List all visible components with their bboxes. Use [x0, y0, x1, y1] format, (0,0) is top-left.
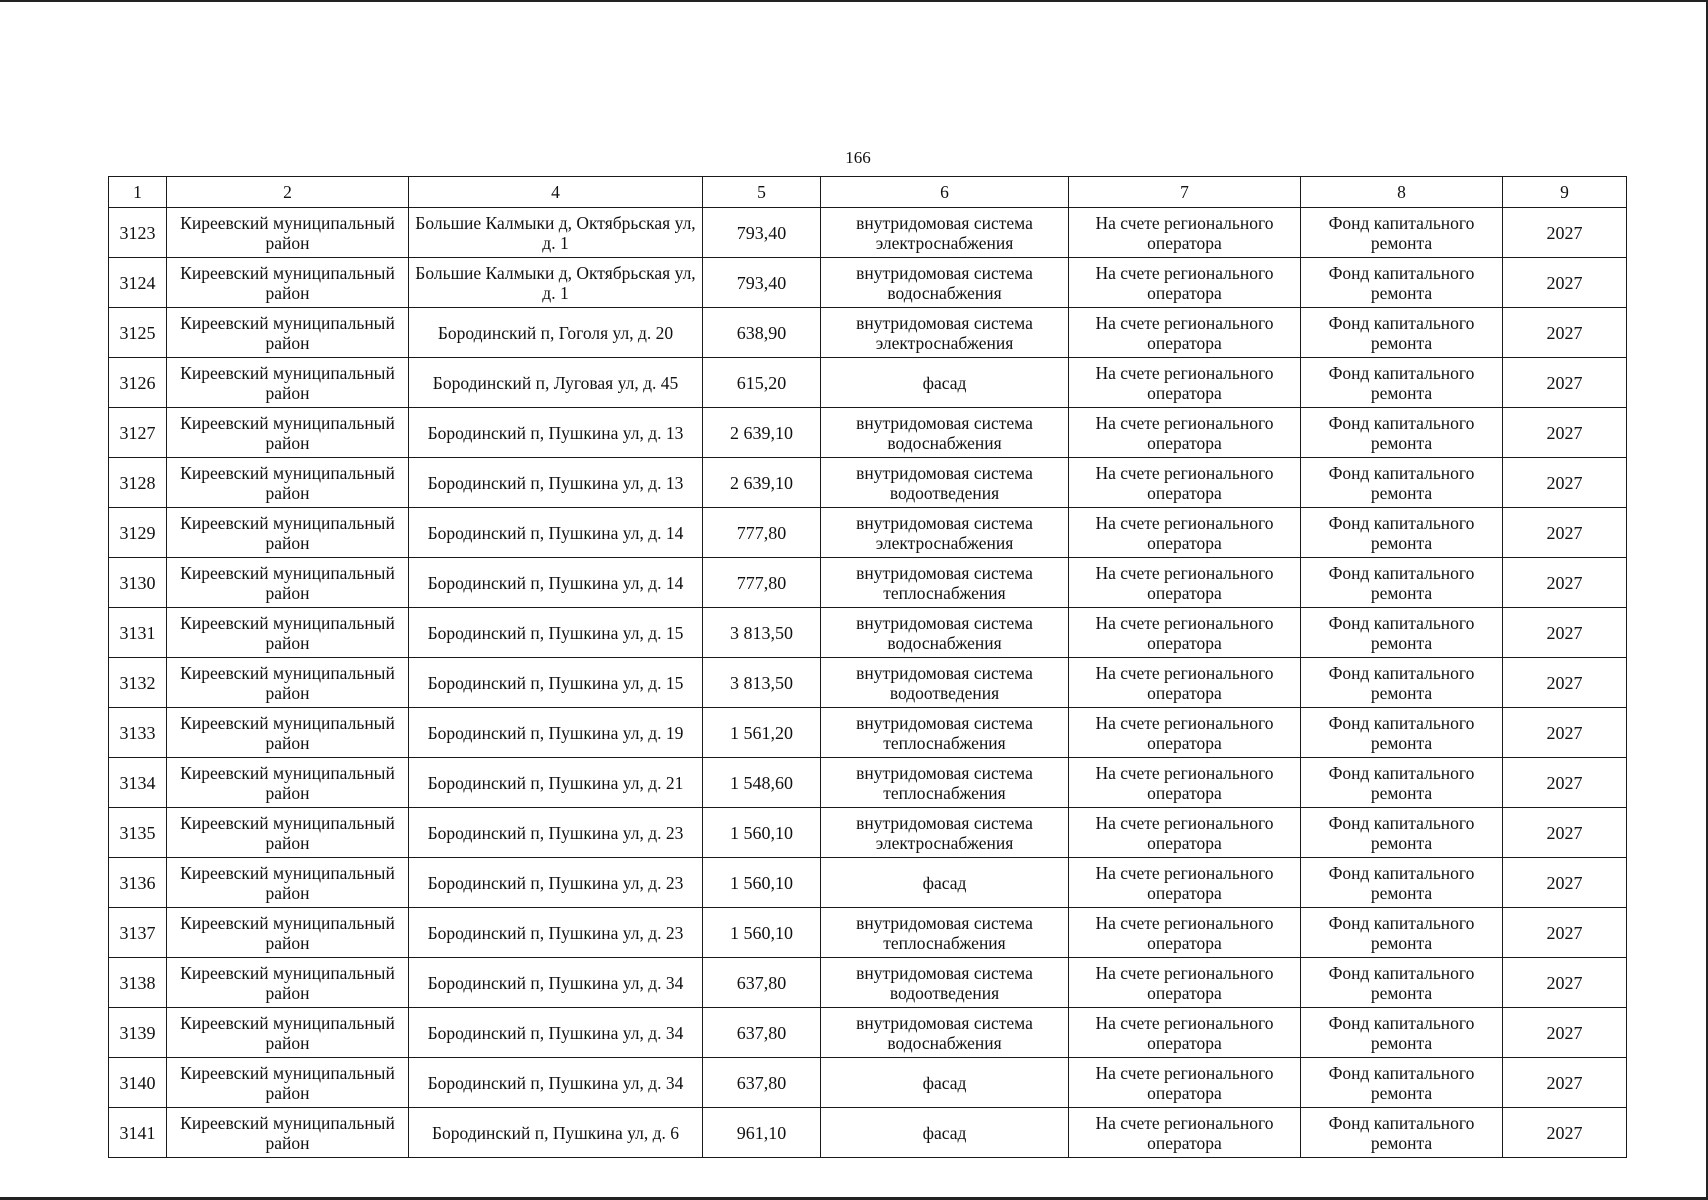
address-cell: Большие Калмыки д, Октябрьская ул, д. 1 — [409, 258, 703, 308]
year-cell: 2027 — [1503, 658, 1627, 708]
area-cell: 1 560,10 — [703, 808, 821, 858]
table-row — [109, 358, 1627, 408]
year-cell: 2027 — [1503, 358, 1627, 408]
area-cell: 615,20 — [703, 358, 821, 408]
address-cell: Бородинский п, Пушкина ул, д. 19 — [409, 708, 703, 758]
area-cell: 961,10 — [703, 1108, 821, 1158]
row-number-cell: 3127 — [109, 408, 167, 458]
table-row — [109, 858, 1627, 908]
year-cell: 2027 — [1503, 758, 1627, 808]
account-cell: На счете регионального оператора — [1069, 308, 1301, 358]
district-cell: Киреевский муниципальный район — [167, 758, 409, 808]
table-row — [109, 208, 1627, 258]
column-header: 8 — [1301, 177, 1503, 208]
table-row — [109, 808, 1627, 858]
address-cell: Бородинский п, Пушкина ул, д. 21 — [409, 758, 703, 808]
year-cell: 2027 — [1503, 908, 1627, 958]
table-row — [109, 608, 1627, 658]
row-number-cell: 3129 — [109, 508, 167, 558]
page-border-top — [0, 0, 1708, 2]
district-cell: Киреевский муниципальный район — [167, 358, 409, 408]
row-number-cell: 3131 — [109, 608, 167, 658]
district-cell: Киреевский муниципальный район — [167, 308, 409, 358]
row-number-cell: 3128 — [109, 458, 167, 508]
district-cell: Киреевский муниципальный район — [167, 408, 409, 458]
area-cell: 1 561,20 — [703, 708, 821, 758]
work-type-cell: внутридомовая система теплоснабжения — [821, 708, 1069, 758]
work-type-cell: внутридомовая система электроснабжения — [821, 508, 1069, 558]
area-cell: 3 813,50 — [703, 658, 821, 708]
funding-source-cell: Фонд капитального ремонта — [1301, 258, 1503, 308]
row-number-cell: 3126 — [109, 358, 167, 408]
year-cell: 2027 — [1503, 958, 1627, 1008]
area-cell: 793,40 — [703, 258, 821, 308]
area-cell: 793,40 — [703, 208, 821, 258]
row-number-cell: 3141 — [109, 1108, 167, 1158]
funding-source-cell: Фонд капитального ремонта — [1301, 558, 1503, 608]
account-cell: На счете регионального оператора — [1069, 658, 1301, 708]
registry-table — [108, 176, 1627, 1158]
year-cell: 2027 — [1503, 808, 1627, 858]
area-cell: 638,90 — [703, 308, 821, 358]
year-cell: 2027 — [1503, 208, 1627, 258]
district-cell: Киреевский муниципальный район — [167, 858, 409, 908]
funding-source-cell: Фонд капитального ремонта — [1301, 358, 1503, 408]
account-cell: На счете регионального оператора — [1069, 508, 1301, 558]
column-header: 2 — [167, 177, 409, 208]
district-cell: Киреевский муниципальный район — [167, 458, 409, 508]
work-type-cell: внутридомовая система водоотведения — [821, 958, 1069, 1008]
area-cell: 637,80 — [703, 1058, 821, 1108]
area-cell: 1 548,60 — [703, 758, 821, 808]
work-type-cell: внутридомовая система водоотведения — [821, 458, 1069, 508]
funding-source-cell: Фонд капитального ремонта — [1301, 208, 1503, 258]
row-number-cell: 3132 — [109, 658, 167, 708]
account-cell: На счете регионального оператора — [1069, 758, 1301, 808]
work-type-cell: внутридомовая система теплоснабжения — [821, 758, 1069, 808]
district-cell: Киреевский муниципальный район — [167, 558, 409, 608]
table-row — [109, 1058, 1627, 1108]
year-cell: 2027 — [1503, 1108, 1627, 1158]
funding-source-cell: Фонд капитального ремонта — [1301, 758, 1503, 808]
address-cell: Бородинский п, Пушкина ул, д. 6 — [409, 1108, 703, 1158]
work-type-cell: внутридомовая система водоснабжения — [821, 1008, 1069, 1058]
address-cell: Большие Калмыки д, Октябрьская ул, д. 1 — [409, 208, 703, 258]
district-cell: Киреевский муниципальный район — [167, 658, 409, 708]
district-cell: Киреевский муниципальный район — [167, 1108, 409, 1158]
funding-source-cell: Фонд капитального ремонта — [1301, 458, 1503, 508]
area-cell: 637,80 — [703, 1008, 821, 1058]
work-type-cell: фасад — [821, 1108, 1069, 1158]
row-number-cell: 3133 — [109, 708, 167, 758]
account-cell: На счете регионального оператора — [1069, 258, 1301, 308]
work-type-cell: внутридомовая система водоснабжения — [821, 258, 1069, 308]
year-cell: 2027 — [1503, 858, 1627, 908]
row-number-cell: 3137 — [109, 908, 167, 958]
table-row — [109, 1008, 1627, 1058]
account-cell: На счете регионального оператора — [1069, 1058, 1301, 1108]
funding-source-cell: Фонд капитального ремонта — [1301, 608, 1503, 658]
work-type-cell: внутридомовая система электроснабжения — [821, 308, 1069, 358]
table-row — [109, 508, 1627, 558]
table-row — [109, 258, 1627, 308]
table-row — [109, 658, 1627, 708]
work-type-cell: внутридомовая система электроснабжения — [821, 208, 1069, 258]
funding-source-cell: Фонд капитального ремонта — [1301, 1108, 1503, 1158]
column-header: 4 — [409, 177, 703, 208]
address-cell: Бородинский п, Пушкина ул, д. 23 — [409, 908, 703, 958]
year-cell: 2027 — [1503, 708, 1627, 758]
district-cell: Киреевский муниципальный район — [167, 808, 409, 858]
table-row — [109, 758, 1627, 808]
account-cell: На счете регионального оператора — [1069, 808, 1301, 858]
area-cell: 2 639,10 — [703, 408, 821, 458]
table-row — [109, 958, 1627, 1008]
work-type-cell: внутридомовая система теплоснабжения — [821, 908, 1069, 958]
table-row — [109, 308, 1627, 358]
year-cell: 2027 — [1503, 408, 1627, 458]
district-cell: Киреевский муниципальный район — [167, 958, 409, 1008]
district-cell: Киреевский муниципальный район — [167, 258, 409, 308]
work-type-cell: фасад — [821, 1058, 1069, 1108]
account-cell: На счете регионального оператора — [1069, 1008, 1301, 1058]
account-cell: На счете регионального оператора — [1069, 958, 1301, 1008]
district-cell: Киреевский муниципальный район — [167, 708, 409, 758]
year-cell: 2027 — [1503, 308, 1627, 358]
district-cell: Киреевский муниципальный район — [167, 608, 409, 658]
funding-source-cell: Фонд капитального ремонта — [1301, 308, 1503, 358]
address-cell: Бородинский п, Пушкина ул, д. 34 — [409, 958, 703, 1008]
account-cell: На счете регионального оператора — [1069, 208, 1301, 258]
area-cell: 1 560,10 — [703, 908, 821, 958]
column-header: 5 — [703, 177, 821, 208]
table-row — [109, 708, 1627, 758]
year-cell: 2027 — [1503, 1008, 1627, 1058]
account-cell: На счете регионального оператора — [1069, 608, 1301, 658]
account-cell: На счете регионального оператора — [1069, 458, 1301, 508]
address-cell: Бородинский п, Пушкина ул, д. 23 — [409, 858, 703, 908]
year-cell: 2027 — [1503, 258, 1627, 308]
work-type-cell: фасад — [821, 358, 1069, 408]
district-cell: Киреевский муниципальный район — [167, 1008, 409, 1058]
address-cell: Бородинский п, Пушкина ул, д. 34 — [409, 1008, 703, 1058]
account-cell: На счете регионального оператора — [1069, 908, 1301, 958]
row-number-cell: 3130 — [109, 558, 167, 608]
area-cell: 637,80 — [703, 958, 821, 1008]
address-cell: Бородинский п, Пушкина ул, д. 13 — [409, 408, 703, 458]
area-cell: 777,80 — [703, 508, 821, 558]
funding-source-cell: Фонд капитального ремонта — [1301, 708, 1503, 758]
page-number: 166 — [845, 148, 871, 167]
area-cell: 1 560,10 — [703, 858, 821, 908]
account-cell: На счете регионального оператора — [1069, 858, 1301, 908]
address-cell: Бородинский п, Луговая ул, д. 45 — [409, 358, 703, 408]
account-cell: На счете регионального оператора — [1069, 358, 1301, 408]
row-number-cell: 3123 — [109, 208, 167, 258]
district-cell: Киреевский муниципальный район — [167, 908, 409, 958]
row-number-cell: 3134 — [109, 758, 167, 808]
district-cell: Киреевский муниципальный район — [167, 208, 409, 258]
funding-source-cell: Фонд капитального ремонта — [1301, 1008, 1503, 1058]
account-cell: На счете регионального оператора — [1069, 558, 1301, 608]
column-header: 1 — [109, 177, 167, 208]
table-row — [109, 408, 1627, 458]
address-cell: Бородинский п, Гоголя ул, д. 20 — [409, 308, 703, 358]
funding-source-cell: Фонд капитального ремонта — [1301, 908, 1503, 958]
row-number-cell: 3138 — [109, 958, 167, 1008]
area-cell: 777,80 — [703, 558, 821, 608]
district-cell: Киреевский муниципальный район — [167, 508, 409, 558]
area-cell: 3 813,50 — [703, 608, 821, 658]
address-cell: Бородинский п, Пушкина ул, д. 15 — [409, 658, 703, 708]
year-cell: 2027 — [1503, 508, 1627, 558]
address-cell: Бородинский п, Пушкина ул, д. 15 — [409, 608, 703, 658]
column-header: 7 — [1069, 177, 1301, 208]
funding-source-cell: Фонд капитального ремонта — [1301, 408, 1503, 458]
work-type-cell: внутридомовая система электроснабжения — [821, 808, 1069, 858]
work-type-cell: внутридомовая система водоснабжения — [821, 408, 1069, 458]
year-cell: 2027 — [1503, 1058, 1627, 1108]
account-cell: На счете регионального оператора — [1069, 408, 1301, 458]
table-row — [109, 558, 1627, 608]
table-row — [109, 1108, 1627, 1158]
year-cell: 2027 — [1503, 458, 1627, 508]
address-cell: Бородинский п, Пушкина ул, д. 34 — [409, 1058, 703, 1108]
row-number-cell: 3139 — [109, 1008, 167, 1058]
work-type-cell: внутридомовая система водоотведения — [821, 658, 1069, 708]
address-cell: Бородинский п, Пушкина ул, д. 14 — [409, 558, 703, 608]
row-number-cell: 3124 — [109, 258, 167, 308]
funding-source-cell: Фонд капитального ремонта — [1301, 658, 1503, 708]
row-number-cell: 3136 — [109, 858, 167, 908]
area-cell: 2 639,10 — [703, 458, 821, 508]
row-number-cell: 3135 — [109, 808, 167, 858]
funding-source-cell: Фонд капитального ремонта — [1301, 858, 1503, 908]
work-type-cell: внутридомовая система теплоснабжения — [821, 558, 1069, 608]
funding-source-cell: Фонд капитального ремонта — [1301, 1058, 1503, 1108]
account-cell: На счете регионального оператора — [1069, 1108, 1301, 1158]
address-cell: Бородинский п, Пушкина ул, д. 13 — [409, 458, 703, 508]
column-header: 9 — [1503, 177, 1627, 208]
table-row — [109, 458, 1627, 508]
table-header-row — [109, 177, 1627, 208]
column-header: 6 — [821, 177, 1069, 208]
table-row — [109, 908, 1627, 958]
address-cell: Бородинский п, Пушкина ул, д. 14 — [409, 508, 703, 558]
funding-source-cell: Фонд капитального ремонта — [1301, 508, 1503, 558]
work-type-cell: фасад — [821, 858, 1069, 908]
funding-source-cell: Фонд капитального ремонта — [1301, 958, 1503, 1008]
year-cell: 2027 — [1503, 558, 1627, 608]
funding-source-cell: Фонд капитального ремонта — [1301, 808, 1503, 858]
row-number-cell: 3125 — [109, 308, 167, 358]
address-cell: Бородинский п, Пушкина ул, д. 23 — [409, 808, 703, 858]
district-cell: Киреевский муниципальный район — [167, 1058, 409, 1108]
row-number-cell: 3140 — [109, 1058, 167, 1108]
work-type-cell: внутридомовая система водоснабжения — [821, 608, 1069, 658]
account-cell: На счете регионального оператора — [1069, 708, 1301, 758]
year-cell: 2027 — [1503, 608, 1627, 658]
